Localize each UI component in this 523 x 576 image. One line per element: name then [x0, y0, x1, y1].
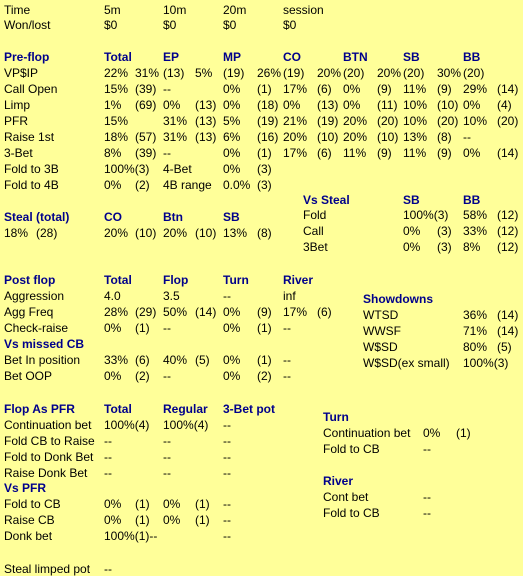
vs-steal-bb-count: (12): [497, 240, 519, 254]
postflop-col-river: River: [283, 273, 314, 287]
vs-pfr-row-label: Raise CB: [4, 513, 55, 527]
preflop-cell: 18%: [104, 130, 129, 144]
preflop-cell: (9): [437, 146, 452, 160]
showdown-count: (14): [497, 308, 519, 322]
preflop-cell: 31%: [163, 114, 188, 128]
preflop-cell: 0%: [163, 98, 181, 112]
vs-pfr-total-count: (1): [135, 513, 150, 527]
preflop-cell: (19): [317, 114, 339, 128]
vs-missed-cb-title: Vs missed CB: [4, 337, 85, 351]
preflop-cell: (13): [195, 114, 217, 128]
postflop-cell: 3.5: [163, 289, 180, 303]
postflop-cell: 4.0: [104, 289, 121, 303]
preflop-col-btn: BTN: [343, 50, 368, 64]
river-row-label: Cont bet: [323, 490, 369, 504]
preflop-cell: (14): [497, 82, 519, 96]
four-bet-value: 0%: [223, 162, 241, 176]
river-row-label: Fold to CB: [323, 506, 380, 520]
preflop-cell: (19): [257, 114, 279, 128]
preflop-cell: (10): [317, 130, 339, 144]
postflop-cell: 0%: [223, 305, 241, 319]
postflop-cell: 28%: [104, 305, 129, 319]
postflop-title: Post flop: [4, 273, 56, 287]
preflop-cell: 17%: [283, 82, 308, 96]
preflop-cell: (9): [437, 82, 452, 96]
flop-pfr-regular: --: [163, 466, 171, 480]
preflop-cell: --: [163, 146, 171, 160]
vs-steal-sb-count: (3): [437, 240, 452, 254]
preflop-col-total: Total: [104, 50, 132, 64]
showdown-value: 80%: [463, 340, 488, 354]
vs-missed-cell: 33%: [104, 353, 129, 367]
steal-col-co: CO: [104, 210, 122, 224]
postflop-cell: 0%: [223, 321, 241, 335]
vs-pfr-total-count: (1): [135, 497, 150, 511]
preflop-cell: 0%: [463, 98, 481, 112]
showdown-count: (14): [497, 324, 519, 338]
preflop-cell: 0%: [283, 98, 301, 112]
preflop-cell: 10%: [403, 114, 428, 128]
preflop-cell: 29%: [463, 82, 488, 96]
steal-co-count: (10): [135, 226, 157, 240]
turn-row-label: Fold to CB: [323, 442, 380, 456]
preflop-cell: (19): [223, 66, 245, 80]
postflop-row-label: Agg Freq: [4, 305, 54, 319]
four-bet-range-value: 0.0%: [223, 178, 251, 192]
preflop-cell: (1): [257, 146, 272, 160]
preflop-cell: 20%: [317, 66, 342, 80]
preflop-cell: (20): [343, 66, 365, 80]
showdown-value: 100%(3): [463, 356, 509, 370]
vs-missed-cell: (2): [257, 369, 272, 383]
steal-limped-pot-label: Steal limped pot: [4, 562, 91, 576]
flop-pfr-row-label: Fold to Donk Bet: [4, 450, 94, 464]
flop-pfr-total: --: [104, 434, 112, 448]
preflop-cell: 17%: [283, 146, 308, 160]
steal-total-value: 18%: [4, 226, 29, 240]
flop-pfr-col-total: Total: [104, 402, 132, 416]
preflop-cell: (69): [135, 98, 157, 112]
preflop-cell: (6): [317, 146, 332, 160]
vs-missed-cell: --: [283, 353, 291, 367]
turn-value: 0%: [423, 426, 441, 440]
four-bet-range-count: (3): [257, 178, 272, 192]
vs-steal-bb-count: (12): [497, 208, 519, 222]
steal-total-count: (28): [36, 226, 58, 240]
flop-pfr-3bet-pot: --: [223, 434, 231, 448]
preflop-cell: 20%: [377, 66, 402, 80]
vs-steal-col-bb: BB: [463, 193, 481, 207]
preflop-cell: (18): [257, 98, 279, 112]
preflop-cell: 30%: [437, 66, 462, 80]
preflop-row-label: Limp: [4, 98, 31, 112]
preflop-cell: 0%: [463, 146, 481, 160]
vs-pfr-total: 100%(1)--: [104, 529, 158, 543]
header-wonlost-5m: $0: [104, 18, 118, 32]
river-title: River: [323, 474, 354, 488]
vs-steal-bb-value: 33%: [463, 224, 488, 238]
flop-pfr-total: 100%(4): [104, 418, 150, 432]
vs-missed-cell: 40%: [163, 353, 188, 367]
vs-missed-cell: 0%: [223, 353, 241, 367]
postflop-cell: 0%: [104, 321, 122, 335]
postflop-cell: inf: [283, 289, 296, 303]
flop-pfr-row-label: Continuation bet: [4, 418, 92, 432]
steal-limped-pot-value: --: [104, 562, 112, 576]
preflop-col-ep: EP: [163, 50, 180, 64]
postflop-cell: (6): [317, 305, 332, 319]
vs-pfr-total: 0%: [104, 497, 122, 511]
preflop-row-label: 3-Bet: [4, 146, 33, 160]
postflop-cell: --: [223, 289, 231, 303]
showdown-value: 36%: [463, 308, 488, 322]
four-bet-label: 4-Bet: [163, 162, 192, 176]
preflop-cell: 20%: [343, 130, 368, 144]
flop-pfr-3bet-pot: --: [223, 450, 231, 464]
postflop-col-turn: Turn: [223, 273, 249, 287]
vs-steal-sb-value: 0%: [403, 224, 421, 238]
postflop-col-total: Total: [104, 273, 132, 287]
preflop-cell: --: [463, 130, 471, 144]
preflop-cell: (20): [403, 66, 425, 80]
preflop-cell: (14): [497, 146, 519, 160]
vs-pfr-regular-count: (1): [195, 497, 210, 511]
fold-to-4b-count: (2): [135, 178, 150, 192]
flop-pfr-title: Flop As PFR: [4, 402, 75, 416]
showdown-row-label: WTSD: [363, 308, 399, 322]
vs-steal-col-sb: SB: [403, 193, 420, 207]
flop-pfr-total: --: [104, 466, 112, 480]
preflop-cell: (20): [463, 66, 485, 80]
header-time-20m: 20m: [223, 3, 247, 17]
preflop-cell: (20): [497, 114, 519, 128]
preflop-cell: (20): [437, 114, 459, 128]
fold-to-4b-label: Fold to 4B: [4, 178, 59, 192]
preflop-cell: (13): [163, 66, 185, 80]
preflop-cell: 10%: [403, 98, 428, 112]
vs-steal-sb-count: (3): [437, 224, 452, 238]
postflop-col-flop: Flop: [163, 273, 189, 287]
preflop-cell: 0%: [223, 82, 241, 96]
flop-pfr-3bet-pot: --: [223, 418, 231, 432]
preflop-cell: (57): [135, 130, 157, 144]
postflop-cell: --: [283, 321, 291, 335]
showdowns-title: Showdowns: [363, 292, 433, 306]
flop-pfr-total: --: [104, 450, 112, 464]
vs-pfr-3bet-pot: --: [223, 497, 231, 511]
showdown-row-label: WWSF: [363, 324, 401, 338]
vs-steal-sb-value: 0%: [403, 240, 421, 254]
vs-missed-cell: (6): [135, 353, 150, 367]
preflop-row-label: PFR: [4, 114, 28, 128]
preflop-cell: 6%: [223, 130, 241, 144]
preflop-cell: (10): [377, 130, 399, 144]
vs-steal-row-label: 3Bet: [303, 240, 328, 254]
preflop-cell: (9): [377, 82, 392, 96]
header-time-5m: 5m: [104, 3, 121, 17]
header-wonlost-10m: $0: [163, 18, 177, 32]
preflop-cell: (20): [377, 114, 399, 128]
preflop-col-sb: SB: [403, 50, 420, 64]
vs-pfr-regular: 0%: [163, 513, 181, 527]
postflop-cell: (1): [257, 321, 272, 335]
flop-pfr-col-regular: Regular: [163, 402, 208, 416]
vs-missed-cell: 0%: [104, 369, 122, 383]
preflop-cell: 1%: [104, 98, 122, 112]
preflop-cell: 5%: [223, 114, 241, 128]
vs-missed-cell: (2): [135, 369, 150, 383]
preflop-cell: 0%: [223, 98, 241, 112]
vs-pfr-row-label: Donk bet: [4, 529, 53, 543]
showdown-value: 71%: [463, 324, 488, 338]
vs-pfr-title: Vs PFR: [4, 481, 47, 495]
header-time-session: session: [283, 3, 324, 17]
steal-total-title: Steal (total): [4, 210, 70, 224]
vs-missed-cell: --: [163, 369, 171, 383]
postflop-cell: 50%: [163, 305, 188, 319]
vs-pfr-total: 0%: [104, 513, 122, 527]
vs-pfr-3bet-pot: --: [223, 513, 231, 527]
preflop-cell: 8%: [104, 146, 122, 160]
vs-steal-row-label: Fold: [303, 208, 327, 222]
turn-row-label: Continuation bet: [323, 426, 411, 440]
vs-pfr-row-label: Fold to CB: [4, 497, 61, 511]
postflop-cell: (14): [195, 305, 217, 319]
vs-pfr-3bet-pot: --: [223, 529, 231, 543]
fold-to-3b-label: Fold to 3B: [4, 162, 59, 176]
preflop-col-bb: BB: [463, 50, 481, 64]
steal-btn-value: 20%: [163, 226, 188, 240]
preflop-row-label: Call Open: [4, 82, 58, 96]
postflop-cell: --: [163, 321, 171, 335]
preflop-cell: (13): [195, 98, 217, 112]
preflop-cell: 11%: [403, 82, 427, 96]
postflop-cell: (9): [257, 305, 272, 319]
postflop-cell: (29): [135, 305, 157, 319]
vs-missed-row-label: Bet OOP: [4, 369, 53, 383]
preflop-cell: (16): [257, 130, 279, 144]
preflop-cell: 15%: [104, 82, 129, 96]
preflop-cell: (19): [283, 66, 305, 80]
vs-steal-title: Vs Steal: [303, 193, 350, 207]
preflop-cell: 20%: [343, 114, 368, 128]
preflop-cell: 11%: [403, 146, 427, 160]
flop-pfr-row-label: Fold CB to Raise: [4, 434, 95, 448]
vs-missed-cell: 0%: [223, 369, 241, 383]
preflop-cell: (6): [317, 82, 332, 96]
flop-pfr-regular: 100%(4): [163, 418, 209, 432]
preflop-cell: (13): [195, 130, 217, 144]
preflop-cell: (8): [437, 130, 452, 144]
preflop-cell: 11%: [343, 146, 367, 160]
vs-missed-row-label: Bet In position: [4, 353, 81, 367]
preflop-cell: (13): [317, 98, 339, 112]
river-value: --: [423, 490, 431, 504]
preflop-col-mp: MP: [223, 50, 241, 64]
preflop-cell: (4): [497, 98, 512, 112]
steal-col-btn: Btn: [163, 210, 183, 224]
header-wonlost-session: $0: [283, 18, 297, 32]
steal-btn-count: (10): [195, 226, 217, 240]
preflop-cell: (1): [257, 82, 272, 96]
turn-count: (1): [456, 426, 471, 440]
preflop-cell: 31%: [163, 130, 188, 144]
showdown-count: (5): [497, 340, 512, 354]
showdown-row-label: W$SD(ex small): [363, 356, 450, 370]
preflop-cell: 13%: [403, 130, 428, 144]
preflop-cell: 10%: [463, 114, 488, 128]
vs-steal-sb-value: 100%(3): [403, 208, 449, 222]
preflop-cell: (39): [135, 146, 157, 160]
header-wonlost-label: Won/lost: [4, 18, 51, 32]
preflop-title: Pre-flop: [4, 50, 50, 64]
fold-to-3b-value: 100%(3): [104, 162, 150, 176]
vs-pfr-regular: 0%: [163, 497, 181, 511]
preflop-cell: 21%: [283, 114, 308, 128]
postflop-cell: 17%: [283, 305, 308, 319]
preflop-cell: 31%: [135, 66, 160, 80]
preflop-row-label: VP$IP: [4, 66, 39, 80]
turn-value: --: [423, 442, 431, 456]
preflop-cell: (39): [135, 82, 157, 96]
steal-sb-count: (8): [257, 226, 272, 240]
preflop-cell: 20%: [283, 130, 308, 144]
vs-pfr-regular-count: (1): [195, 513, 210, 527]
turn-title: Turn: [323, 410, 349, 424]
flop-pfr-col-3bet-pot: 3-Bet pot: [223, 402, 275, 416]
vs-missed-cell: (1): [257, 353, 272, 367]
river-value: --: [423, 506, 431, 520]
vs-steal-bb-count: (12): [497, 224, 519, 238]
preflop-cell: (11): [377, 98, 398, 112]
postflop-row-label: Check-raise: [4, 321, 69, 335]
fold-to-4b-value: 0%: [104, 178, 122, 192]
vs-steal-bb-value: 8%: [463, 240, 481, 254]
flop-pfr-regular: --: [163, 434, 171, 448]
preflop-cell: 0%: [343, 98, 361, 112]
header-time-10m: 10m: [163, 3, 187, 17]
four-bet-count: (3): [257, 162, 272, 176]
preflop-cell: 15%: [104, 114, 129, 128]
header-wonlost-20m: $0: [223, 18, 237, 32]
preflop-row-label: Raise 1st: [4, 130, 55, 144]
steal-col-sb: SB: [223, 210, 240, 224]
preflop-cell: (9): [377, 146, 392, 160]
preflop-cell: 22%: [104, 66, 129, 80]
four-bet-range-label: 4B range: [163, 178, 212, 192]
steal-co-value: 20%: [104, 226, 129, 240]
header-time-label: Time: [4, 3, 31, 17]
preflop-cell: --: [163, 82, 171, 96]
preflop-cell: 26%: [257, 66, 282, 80]
postflop-cell: (1): [135, 321, 150, 335]
vs-steal-row-label: Call: [303, 224, 324, 238]
postflop-row-label: Aggression: [4, 289, 65, 303]
flop-pfr-3bet-pot: --: [223, 466, 231, 480]
vs-missed-cell: --: [283, 369, 291, 383]
vs-steal-bb-value: 58%: [463, 208, 488, 222]
flop-pfr-regular: --: [163, 450, 171, 464]
preflop-cell: (10): [437, 98, 459, 112]
preflop-col-co: CO: [283, 50, 301, 64]
steal-sb-value: 13%: [223, 226, 248, 240]
showdown-row-label: W$SD: [363, 340, 398, 354]
preflop-cell: 0%: [343, 82, 361, 96]
preflop-cell: 5%: [195, 66, 213, 80]
preflop-cell: 0%: [223, 146, 241, 160]
flop-pfr-row-label: Raise Donk Bet: [4, 466, 88, 480]
vs-missed-cell: (5): [195, 353, 210, 367]
